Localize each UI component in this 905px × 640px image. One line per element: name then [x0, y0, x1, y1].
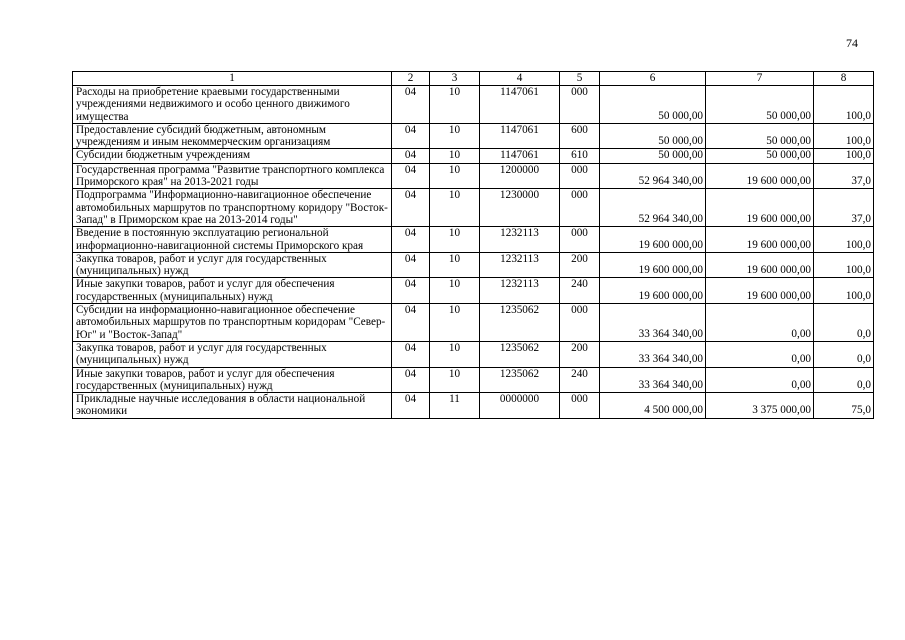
- row-planned-amount: 50 000,00: [600, 149, 706, 163]
- row-expense-type: 000: [560, 163, 600, 189]
- row-section: 04: [392, 278, 430, 304]
- column-header: 8: [814, 72, 874, 86]
- row-expense-type: 240: [560, 367, 600, 393]
- table-row: [73, 189, 874, 227]
- row-percent: 0,0: [814, 367, 874, 393]
- row-section: 04: [392, 149, 430, 163]
- row-subsection: 11: [430, 393, 480, 419]
- row-target-article: 1235062: [480, 341, 560, 367]
- table-row: [73, 227, 874, 253]
- table-row: [73, 149, 874, 163]
- header-row: [73, 72, 874, 86]
- table-row: [73, 278, 874, 304]
- row-subsection: 10: [430, 367, 480, 393]
- row-executed-amount: 19 600 000,00: [706, 278, 814, 304]
- row-expense-type: 610: [560, 149, 600, 163]
- row-percent: 75,0: [814, 393, 874, 419]
- row-target-article: 1200000: [480, 163, 560, 189]
- table-row: [73, 304, 874, 342]
- row-percent: 100,0: [814, 278, 874, 304]
- row-description: Субсидии бюджетным учреждениям: [73, 149, 392, 163]
- row-description: Закупка товаров, работ и услуг для государственных (муниципальных) нужд: [73, 252, 392, 278]
- row-subsection: 10: [430, 123, 480, 149]
- row-executed-amount: 19 600 000,00: [706, 227, 814, 253]
- row-subsection: 10: [430, 227, 480, 253]
- row-percent: 100,0: [814, 123, 874, 149]
- row-percent: 100,0: [814, 227, 874, 253]
- row-executed-amount: 19 600 000,00: [706, 189, 814, 227]
- row-expense-type: 000: [560, 86, 600, 124]
- row-description: Иные закупки товаров, работ и услуг для обеспечения государственных (муниципальных) нужд: [73, 367, 392, 393]
- row-description: Субсидии на информационно-навигационное обеспечение автомобильных маршрутов по транспортным коридорам "Север-Юг" и "Восток-Запад": [73, 304, 392, 342]
- row-executed-amount: 50 000,00: [706, 123, 814, 149]
- row-expense-type: 600: [560, 123, 600, 149]
- row-section: 04: [392, 341, 430, 367]
- row-target-article: 1235062: [480, 304, 560, 342]
- row-description: Предоставление субсидий бюджетным, автономным учреждениям и иным некоммерческим организациям: [73, 123, 392, 149]
- table-row: [73, 86, 874, 124]
- row-target-article: 1235062: [480, 367, 560, 393]
- row-planned-amount: 33 364 340,00: [600, 341, 706, 367]
- row-planned-amount: 50 000,00: [600, 123, 706, 149]
- row-description: Закупка товаров, работ и услуг для государственных (муниципальных) нужд: [73, 341, 392, 367]
- column-header: 2: [392, 72, 430, 86]
- row-target-article: 1232113: [480, 227, 560, 253]
- table-row: [73, 341, 874, 367]
- row-subsection: 10: [430, 149, 480, 163]
- row-expense-type: 000: [560, 304, 600, 342]
- column-header: 7: [706, 72, 814, 86]
- row-subsection: 10: [430, 86, 480, 124]
- row-target-article: 1147061: [480, 86, 560, 124]
- row-description: Прикладные научные исследования в области национальной экономики: [73, 393, 392, 419]
- row-section: 04: [392, 163, 430, 189]
- row-section: 04: [392, 86, 430, 124]
- table-row: [73, 367, 874, 393]
- column-header: 3: [430, 72, 480, 86]
- column-header: 1: [73, 72, 392, 86]
- row-expense-type: 200: [560, 341, 600, 367]
- row-planned-amount: 50 000,00: [600, 86, 706, 124]
- row-planned-amount: 19 600 000,00: [600, 252, 706, 278]
- row-section: 04: [392, 393, 430, 419]
- row-expense-type: 000: [560, 393, 600, 419]
- table-row: [73, 123, 874, 149]
- row-section: 04: [392, 123, 430, 149]
- row-target-article: 1230000: [480, 189, 560, 227]
- row-description: Расходы на приобретение краевыми государственными учреждениями недвижимого и особо ценного движимого имущества: [73, 86, 392, 124]
- row-target-article: 1232113: [480, 252, 560, 278]
- page-number: 74: [846, 36, 858, 50]
- row-planned-amount: 19 600 000,00: [600, 278, 706, 304]
- row-executed-amount: 19 600 000,00: [706, 163, 814, 189]
- row-section: 04: [392, 227, 430, 253]
- row-executed-amount: 50 000,00: [706, 86, 814, 124]
- row-subsection: 10: [430, 189, 480, 227]
- row-executed-amount: 0,00: [706, 304, 814, 342]
- row-executed-amount: 0,00: [706, 341, 814, 367]
- row-percent: 37,0: [814, 189, 874, 227]
- row-planned-amount: 19 600 000,00: [600, 227, 706, 253]
- row-target-article: 1147061: [480, 123, 560, 149]
- row-percent: 100,0: [814, 252, 874, 278]
- row-description: Подпрограмма "Информационно-навигационное обеспечение автомобильных маршрутов по транспортному коридору "Восток-Запад" в Приморском крае на 2013-2014 годы": [73, 189, 392, 227]
- row-executed-amount: 3 375 000,00: [706, 393, 814, 419]
- table-row: [73, 163, 874, 189]
- column-header: 6: [600, 72, 706, 86]
- row-description: Государственная программа "Развитие транспортного комплекса Приморского края" на 2013-2021 годы: [73, 163, 392, 189]
- row-section: 04: [392, 252, 430, 278]
- row-executed-amount: 19 600 000,00: [706, 252, 814, 278]
- row-target-article: 0000000: [480, 393, 560, 419]
- row-percent: 0,0: [814, 304, 874, 342]
- row-expense-type: 240: [560, 278, 600, 304]
- row-planned-amount: 52 964 340,00: [600, 189, 706, 227]
- row-percent: 100,0: [814, 86, 874, 124]
- row-description: Введение в постоянную эксплуатацию региональной информационно-навигационной системы Приморского края: [73, 227, 392, 253]
- row-planned-amount: 4 500 000,00: [600, 393, 706, 419]
- column-header: 4: [480, 72, 560, 86]
- row-expense-type: 000: [560, 227, 600, 253]
- row-subsection: 10: [430, 163, 480, 189]
- row-planned-amount: 52 964 340,00: [600, 163, 706, 189]
- row-target-article: 1147061: [480, 149, 560, 163]
- table-row: [73, 252, 874, 278]
- row-percent: 0,0: [814, 341, 874, 367]
- row-executed-amount: 0,00: [706, 367, 814, 393]
- row-section: 04: [392, 304, 430, 342]
- row-target-article: 1232113: [480, 278, 560, 304]
- budget-table: [72, 71, 874, 419]
- row-subsection: 10: [430, 304, 480, 342]
- row-percent: 100,0: [814, 149, 874, 163]
- row-percent: 37,0: [814, 163, 874, 189]
- column-header: 5: [560, 72, 600, 86]
- row-planned-amount: 33 364 340,00: [600, 304, 706, 342]
- row-expense-type: 000: [560, 189, 600, 227]
- row-planned-amount: 33 364 340,00: [600, 367, 706, 393]
- table-row: [73, 393, 874, 419]
- row-executed-amount: 50 000,00: [706, 149, 814, 163]
- row-subsection: 10: [430, 341, 480, 367]
- row-subsection: 10: [430, 252, 480, 278]
- row-description: Иные закупки товаров, работ и услуг для обеспечения государственных (муниципальных) нужд: [73, 278, 392, 304]
- row-expense-type: 200: [560, 252, 600, 278]
- row-section: 04: [392, 367, 430, 393]
- row-section: 04: [392, 189, 430, 227]
- row-subsection: 10: [430, 278, 480, 304]
